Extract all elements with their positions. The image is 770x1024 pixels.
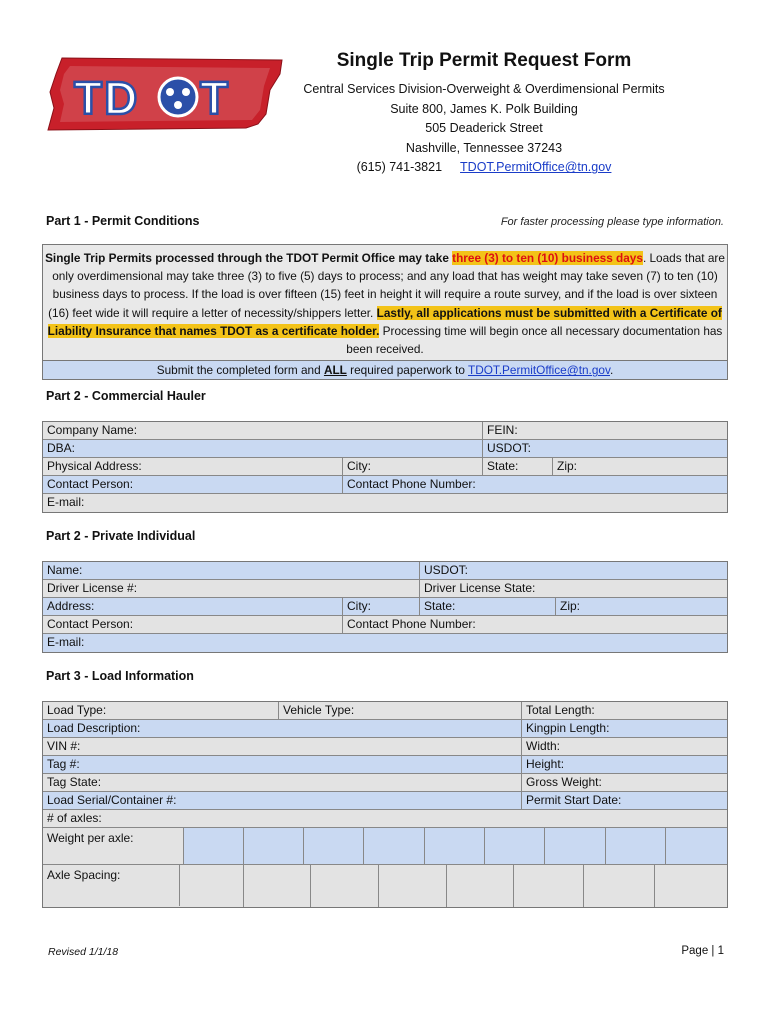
axle-spacing-row [43, 865, 727, 907]
axle-spacing-cell[interactable] [584, 865, 655, 907]
load-type-field[interactable]: Load Type: [43, 702, 279, 719]
table-row [43, 702, 727, 720]
axle-spacing-cell[interactable] [655, 865, 727, 907]
axle-spacing-cell[interactable] [244, 865, 311, 907]
vehicle-type-field[interactable]: Vehicle Type: [279, 702, 522, 719]
typing-hint: For faster processing please type information. [500, 216, 724, 228]
part3-heading: Part 3 - Load Information [46, 669, 194, 683]
driver-license-field[interactable]: Driver License #: [43, 580, 420, 597]
email-field[interactable]: E-mail: [47, 635, 85, 649]
submit-text-a: Submit the completed form and [156, 363, 324, 378]
conditions-end: Processing time will begin once all necessary documentation has been received. [346, 323, 723, 357]
table-row [43, 720, 727, 738]
axle-weight-cell[interactable] [485, 828, 545, 864]
address-field[interactable]: Address: [43, 598, 343, 615]
submit-text-b: required paperwork to [346, 363, 468, 378]
driver-license-state-field[interactable]: Driver License State: [424, 581, 536, 595]
table-row [43, 774, 727, 792]
private-individual-table [42, 561, 728, 653]
email-field[interactable]: E-mail: [47, 495, 85, 509]
state-field[interactable]: State: [420, 598, 556, 615]
table-row [43, 494, 727, 512]
table-row [43, 810, 727, 828]
conditions-intro: Single Trip Permits processed through the TDOT Permit Office may take [45, 251, 453, 265]
part1-heading: Part 1 - Permit Conditions [46, 214, 200, 228]
street-line: 505 Deaderick Street [425, 121, 543, 136]
axle-spacing-cell[interactable] [447, 865, 514, 907]
axle-weight-cell[interactable] [606, 828, 666, 864]
axle-spacing-label: Axle Spacing: [43, 865, 180, 906]
usdot-field[interactable]: USDOT: [424, 563, 469, 577]
axle-spacing-cell[interactable] [514, 865, 584, 907]
phone-number: (615) 741-3821 [356, 160, 443, 175]
gross-weight-field[interactable]: Gross Weight: [526, 775, 602, 789]
load-serial-field[interactable]: Load Serial/Container #: [43, 792, 522, 809]
table-row [43, 476, 727, 494]
name-field[interactable]: Name: [43, 562, 420, 579]
permit-conditions-box [42, 244, 728, 380]
submit-text-end: . [609, 363, 614, 378]
zip-field[interactable]: Zip: [560, 599, 581, 613]
usdot-field[interactable]: USDOT: [487, 441, 532, 455]
axle-count-field[interactable]: # of axles: [47, 811, 102, 825]
city-field[interactable]: City: [343, 598, 420, 615]
physical-address-field[interactable]: Physical Address: [43, 458, 343, 475]
table-row [43, 616, 727, 634]
vin-field[interactable]: VIN #: [43, 738, 522, 755]
svg-text:TD: TD [74, 72, 140, 124]
part2-private-heading: Part 2 - Private Individual [46, 529, 196, 543]
axle-weight-cell[interactable] [425, 828, 485, 864]
table-row [43, 634, 727, 652]
revision-date: Revised 1/1/18 [48, 946, 119, 958]
department-line: Central Services Division-Overweight & Overdimensional Permits [303, 82, 665, 96]
permit-start-date-field[interactable]: Permit Start Date: [526, 793, 622, 807]
table-row [43, 738, 727, 756]
processing-days-highlight: three (3) to ten (10) business days [452, 251, 643, 265]
axle-weight-cell[interactable] [364, 828, 425, 864]
conditions-text [43, 245, 727, 360]
axle-spacing-cell[interactable] [311, 865, 379, 907]
email-link[interactable]: TDOT.PermitOffice@tn.gov [460, 160, 612, 175]
axle-weight-cell[interactable] [545, 828, 606, 864]
kingpin-length-field[interactable]: Kingpin Length: [526, 721, 610, 735]
conditions-main: . Loads that are only overdimensional may take three (3) to five (5) days to process; and any load that has weight may take seven (7) to ten (10) business days to process. If the load is over fifteen (15) feet in height it will require a route survey, and if the load is over sixteen (16) feet wide it will require a letter of necessity/shippers letter. [48, 251, 725, 320]
tdot-logo [44, 52, 288, 136]
weight-per-axle-row [43, 828, 727, 865]
load-description-field[interactable]: Load Description: [43, 720, 522, 737]
load-information-table [42, 701, 728, 908]
zip-field[interactable]: Zip: [557, 459, 578, 473]
contact-person-field[interactable]: Contact Person: [43, 616, 343, 633]
city-field[interactable]: City: [343, 458, 483, 475]
table-row [43, 458, 727, 476]
submit-instructions [43, 360, 727, 379]
height-field[interactable]: Height: [526, 757, 565, 771]
table-row [43, 792, 727, 810]
contact-person-field[interactable]: Contact Person: [43, 476, 343, 493]
submit-email-link[interactable]: TDOT.PermitOffice@tn.gov [467, 363, 610, 378]
table-row [43, 562, 727, 580]
axle-spacing-cell[interactable] [379, 865, 447, 907]
axle-weight-cell[interactable] [244, 828, 304, 864]
contact-line [300, 158, 668, 178]
table-row [43, 440, 727, 458]
company-name-field[interactable]: Company Name: [43, 422, 483, 439]
insurance-requirement-highlight: Lastly, all applications must be submitted with a Certificate of Liability Insurance that names TDOT as a certificate holder. [47, 305, 722, 338]
axle-weight-cell[interactable] [184, 828, 244, 864]
axle-spacing-cell[interactable] [180, 865, 244, 907]
contact-phone-field[interactable]: Contact Phone Number: [347, 617, 476, 631]
city-line: Nashville, Tennessee 37243 [405, 140, 563, 155]
contact-phone-field[interactable]: Contact Phone Number: [347, 477, 476, 491]
commercial-hauler-table [42, 421, 728, 513]
page-number: Page | 1 [681, 945, 724, 957]
total-length-field[interactable]: Total Length: [526, 703, 595, 717]
tag-state-field[interactable]: Tag State: [43, 774, 522, 791]
state-field[interactable]: State: [483, 458, 553, 475]
suite-line: Suite 800, James K. Polk Building [390, 101, 578, 116]
svg-text:T: T [200, 72, 229, 124]
axle-weight-cell[interactable] [666, 828, 727, 864]
part2-commercial-heading: Part 2 - Commercial Hauler [46, 389, 206, 403]
office-address [300, 80, 668, 178]
submit-all: ALL [323, 363, 347, 378]
table-row [43, 580, 727, 598]
axle-weight-cell[interactable] [304, 828, 364, 864]
table-row [43, 598, 727, 616]
dba-field[interactable]: DBA: [43, 440, 483, 457]
fein-field[interactable]: FEIN: [487, 423, 518, 437]
table-row [43, 756, 727, 774]
weight-per-axle-label: Weight per axle: [43, 828, 184, 864]
width-field[interactable]: Width: [526, 739, 561, 753]
tag-number-field[interactable]: Tag #: [43, 756, 522, 773]
table-row [43, 422, 727, 440]
form-title: Single Trip Permit Request Form [336, 50, 632, 71]
